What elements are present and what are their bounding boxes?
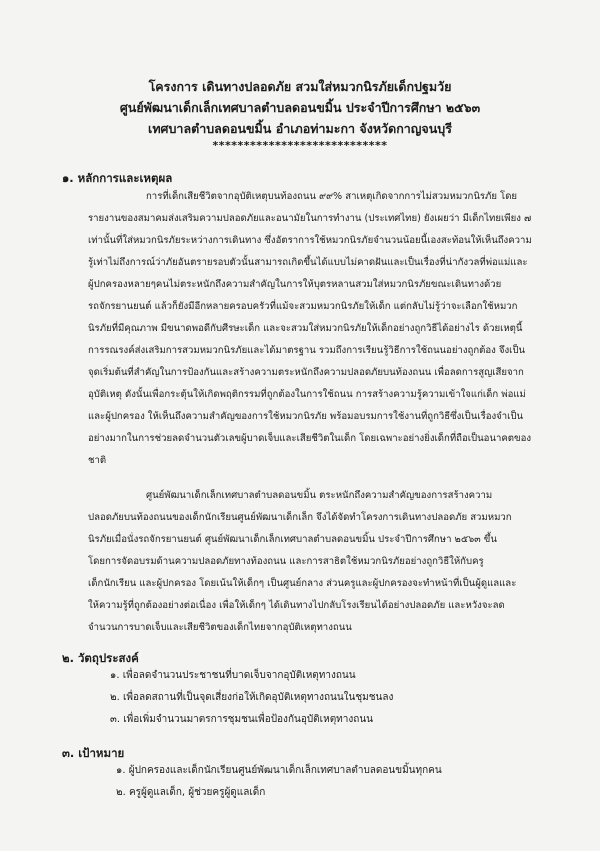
paragraph-line: ปลอดภัยบนท้องถนนของเด็กนักเรียนศูนย์พัฒนาเด็กเล็ก จึงได้จัดทำโครงการเดินทางปลอดภัย สวมหมวก — [88, 512, 512, 523]
project-location: เทศบาลตำบลดอนขมิ้น อำเภอท่ามะกา จังหวัดกาญจนบุรี — [148, 121, 452, 136]
paragraph-line: รถจักรยานยนต์ แล้วก็ยังมีอีกหลายครอบครัวที่แม้จะสวมหมวกนิรภัยให้เด็ก แต่กลับไม่รู้ว่าจะเลือกใช้หมวก — [88, 301, 518, 312]
paragraph-line: เด็กนักเรียน และผู้ปกครอง โดยเน้นให้เด็กๆ เป็นศูนย์กลาง ส่วนครูและผู้ปกครองจะทำหน้าที่เป็นผู้ดูแลและ — [88, 578, 517, 589]
project-subtitle: ศูนย์พัฒนาเด็กเล็กเทศบาลตำบลดอนขมิ้น ประจำปีการศึกษา ๒๕๖๓ — [119, 100, 481, 115]
objective-item: ๑. เพื่อลดจำนวนประชาชนที่บาดเจ็บจากอุบัติเหตุทางถนน — [110, 670, 356, 681]
paragraph-line: จำนวนการบาดเจ็บและเสียชีวิตของเด็กไทยจากอุบัติเหตุทางถนน — [88, 622, 352, 633]
paragraph-line: จุดเริ่มต้นที่สำคัญในการป้องกันและสร้างความตระหนักถึงความปลอดภัยบนท้องถนน เพื่อลดการสูญเสียจาก — [88, 367, 524, 378]
rationale-paragraph-1 — [88, 186, 548, 472]
paragraph-line: ผู้ปกครองหลายๆคนไม่ตระหนักถึงความสำคัญในการให้บุตรหลานสวมใส่หมวกนิรภัยขณะเดินทางด้วย — [88, 279, 502, 290]
objective-item: ๓. เพื่อเพิ่มจำนวนมาตรการชุมชนเพื่อป้องกันอุบัติเหตุทางถนน — [110, 714, 373, 725]
paragraph-line: โดยการจัดอบรมด้านความปลอดภัยทางท้องถนน และการสาธิตใช้หมวกนิรภัยอย่างถูกวิธีให้กับครู — [88, 556, 484, 567]
target-item: ๑. ผู้ปกครองและเด็กนักเรียนศูนย์พัฒนาเด็กเล็กเทศบาลตำบลดอนขมิ้นทุกคน — [116, 765, 442, 776]
section2-heading: ๒. วัตถุประสงค์ — [62, 651, 139, 665]
paragraph-line: อย่างมากในการช่วยลดจำนวนตัวเลขผู้บาดเจ็บและเสียชีวิตในเด็ก โดยเฉพาะอย่างยิ่งเด็กที่ถือเป็นอนาคตของ — [88, 433, 532, 444]
title-block — [0, 76, 600, 153]
paragraph-line: และผู้ปกครอง ให้เห็นถึงความสำคัญของการใช้หมวกนิรภัย พร้อมอบรมการใช้งานที่ถูกวิธีซึ่งเป็นเรื่องจำเป็น — [88, 411, 524, 422]
objective-item: ๒. เพื่อลดสถานที่เป็นจุดเสี่ยงก่อให้เกิดอุบัติเหตุทางถนนในชุมชนลง — [110, 692, 394, 703]
paragraph-line: ให้ความรู้ที่ถูกต้องอย่างต่อเนื่อง เพื่อให้เด็กๆ ได้เดินทางไปกลับโรงเรียนได้อย่างปลอดภัย และหวังจะลด — [88, 600, 505, 611]
rationale-paragraph-2 — [88, 485, 548, 639]
paragraph-line: อุบัติเหตุ ดังนั้นเพื่อกระตุ้นให้เกิดพฤติกรรมที่ถูกต้องในการใช้ถนน การสร้างความรู้ความเข้าใจแก่เด็ก พ่อแม่ — [88, 389, 526, 400]
paragraph-line: เท่านั้นที่ใส่หมวกนิรภัยระหว่างการเดินทาง ซึ่งอัตราการใช้หมวกนิรภัยจำนวนน้อยนี้เองสะท้อนให้เห็นถึงความ — [88, 235, 532, 246]
project-title: โครงการ เดินทางปลอดภัย สวมใส่หมวกนิรภัยเด็กปฐมวัย — [148, 79, 452, 94]
star-divider: **************************** — [212, 139, 388, 152]
target-item: ๒. ครูผู้ดูแลเด็ก, ผู้ช่วยครูผู้ดูแลเด็ก — [116, 787, 266, 798]
paragraph-line: การรณรงค์ส่งเสริมการสวมหมวกนิรภัยและได้มาตรฐาน รวมถึงการเรียนรู้วิธีการใช้ถนนอย่างถูกต้อง จึงเป็น — [88, 345, 526, 356]
paragraph-line: ศูนย์พัฒนาเด็กเล็กเทศบาลตำบลดอนขมิ้น ตระหนักถึงความสำคัญของการสร้างความ — [146, 490, 493, 501]
paragraph-line: รายงานของสมาคมส่งเสริมความปลอดภัยและอนามัยในการทำงาน (ประเทศไทย) ยังเผยว่า มีเด็กไทยเพียง ๗ — [88, 213, 532, 224]
section3-heading: ๓. เป้าหมาย — [62, 746, 125, 760]
paragraph-line: การที่เด็กเสียชีวิตจากอุบัติเหตุบนท้องถนน ๙๙% สาเหตุเกิดจากการไม่สวมหมวกนิรภัย โดย — [146, 191, 518, 202]
section1-heading: ๑. หลักการและเหตุผล — [62, 171, 173, 185]
paragraph-line: รู้เท่าไม่ถึงการณ์ว่าภัยอันตรายรอบตัวนั้นสามารถเกิดขึ้นได้แบบไม่คาดฝันและเป็นเรื่องที่น่ากังวลที่พ่อแม่และ — [88, 257, 528, 268]
paragraph-line: ชาติ — [88, 455, 107, 466]
paragraph-line: นิรภัยที่มีคุณภาพ มีขนาดพอดีกับศีรษะเด็ก และจะสวมใส่หมวกนิรภัยให้เด็กอย่างถูกวิธีได้อย่างไร ด้วยเหตุนี้ — [88, 323, 523, 334]
paragraph-line: นิรภัยเมื่อนั่งรถจักรยานยนต์ ศูนย์พัฒนาเด็กเล็กเทศบาลตำบลดอนขมิ้น ประจำปีการศึกษา ๒๕๖๓ ขึ้น — [88, 534, 497, 545]
